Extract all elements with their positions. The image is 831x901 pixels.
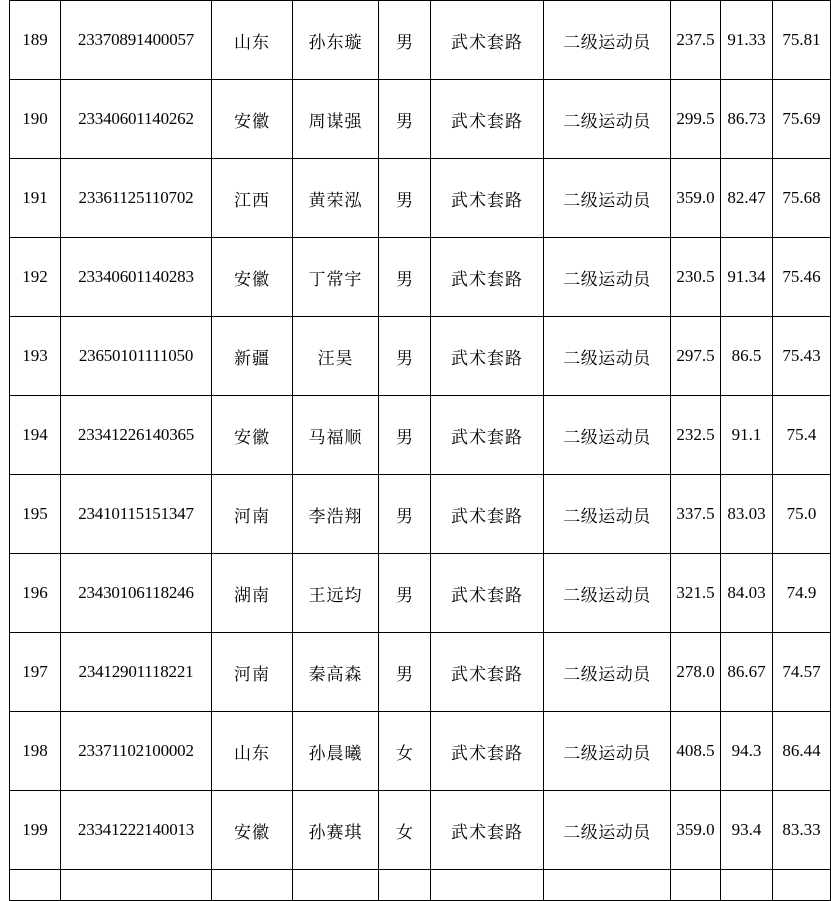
cell-score-3: 75.68 [773,159,831,238]
cell-index: 197 [10,633,61,712]
cell-event: 武术套路 [431,475,544,554]
cell-score-2: 91.1 [721,396,773,475]
cell-gender: 男 [379,317,431,396]
cell-province: 新疆 [212,317,293,396]
cell-score-3: 75.46 [773,238,831,317]
cell-province: 安徽 [212,80,293,159]
cell-gender: 男 [379,554,431,633]
cell-id: 23430106118246 [61,554,212,633]
cell-index: 192 [10,238,61,317]
cell-score-3: 74.9 [773,554,831,633]
cell-index: 189 [10,1,61,80]
cell-score-1: 359.0 [671,791,721,870]
athlete-score-table [9,0,831,901]
cell-score-3: 74.57 [773,633,831,712]
cell-event: 武术套路 [431,159,544,238]
table-row [10,159,831,238]
cell-score-3: 75.69 [773,80,831,159]
cell-score-3: 75.43 [773,317,831,396]
cell-id: 23650101111050 [61,317,212,396]
cell-gender [379,870,431,901]
cell-score-3: 75.81 [773,1,831,80]
cell-event: 武术套路 [431,238,544,317]
cell-id [61,870,212,901]
cell-gender: 男 [379,475,431,554]
cell-level: 二级运动员 [544,791,671,870]
table-row [10,712,831,791]
cell-index: 196 [10,554,61,633]
table-row [10,791,831,870]
cell-province: 安徽 [212,238,293,317]
cell-province: 安徽 [212,791,293,870]
table-row [10,80,831,159]
table-row [10,317,831,396]
table-row [10,475,831,554]
cell-score-1: 278.0 [671,633,721,712]
cell-score-2: 94.3 [721,712,773,791]
cell-name: 孙赛琪 [293,791,379,870]
cell-score-1: 230.5 [671,238,721,317]
cell-score-3: 86.44 [773,712,831,791]
cell-index: 194 [10,396,61,475]
cell-event: 武术套路 [431,791,544,870]
cell-event: 武术套路 [431,317,544,396]
cell-index: 190 [10,80,61,159]
cell-gender: 男 [379,1,431,80]
cell-score-2: 91.33 [721,1,773,80]
cell-gender: 男 [379,396,431,475]
cell-score-3: 75.0 [773,475,831,554]
cell-id: 23370891400057 [61,1,212,80]
cell-score-2: 82.47 [721,159,773,238]
table-row [10,396,831,475]
cell-gender: 男 [379,633,431,712]
cell-event [431,870,544,901]
cell-level: 二级运动员 [544,396,671,475]
cell-index [10,870,61,901]
cell-province: 河南 [212,633,293,712]
table-row [10,554,831,633]
table-row [10,633,831,712]
cell-score-1: 237.5 [671,1,721,80]
cell-index: 191 [10,159,61,238]
cell-name: 李浩翔 [293,475,379,554]
table-body [10,1,831,901]
cell-id: 23371102100002 [61,712,212,791]
cell-level [544,870,671,901]
cell-score-2 [721,870,773,901]
cell-event: 武术套路 [431,712,544,791]
cell-score-1: 321.5 [671,554,721,633]
cell-level: 二级运动员 [544,712,671,791]
cell-level: 二级运动员 [544,475,671,554]
cell-score-1: 408.5 [671,712,721,791]
cell-name: 秦高森 [293,633,379,712]
cell-score-1: 337.5 [671,475,721,554]
cell-province: 湖南 [212,554,293,633]
cell-score-1: 299.5 [671,80,721,159]
cell-id: 23410115151347 [61,475,212,554]
cell-name: 孙晨曦 [293,712,379,791]
cell-score-2: 86.5 [721,317,773,396]
cell-score-2: 84.03 [721,554,773,633]
cell-province [212,870,293,901]
cell-event: 武术套路 [431,633,544,712]
table-row [10,238,831,317]
cell-score-2: 86.67 [721,633,773,712]
cell-index: 199 [10,791,61,870]
table-row [10,870,831,901]
cell-gender: 女 [379,712,431,791]
cell-score-1 [671,870,721,901]
cell-id: 23340601140262 [61,80,212,159]
cell-score-2: 91.34 [721,238,773,317]
cell-name: 王远均 [293,554,379,633]
cell-score-3: 83.33 [773,791,831,870]
cell-province: 山东 [212,1,293,80]
cell-score-3 [773,870,831,901]
cell-level: 二级运动员 [544,633,671,712]
cell-level: 二级运动员 [544,159,671,238]
cell-province: 安徽 [212,396,293,475]
cell-name: 周谋强 [293,80,379,159]
cell-level: 二级运动员 [544,1,671,80]
cell-name: 黄荣泓 [293,159,379,238]
cell-level: 二级运动员 [544,238,671,317]
cell-event: 武术套路 [431,1,544,80]
cell-index: 195 [10,475,61,554]
cell-province: 江西 [212,159,293,238]
cell-name: 丁常宇 [293,238,379,317]
cell-name [293,870,379,901]
cell-index: 193 [10,317,61,396]
cell-name: 孙东璇 [293,1,379,80]
cell-score-1: 232.5 [671,396,721,475]
cell-gender: 女 [379,791,431,870]
cell-province: 山东 [212,712,293,791]
cell-index: 198 [10,712,61,791]
cell-score-2: 83.03 [721,475,773,554]
cell-score-1: 297.5 [671,317,721,396]
cell-level: 二级运动员 [544,317,671,396]
cell-id: 23340601140283 [61,238,212,317]
cell-id: 23341222140013 [61,791,212,870]
cell-event: 武术套路 [431,80,544,159]
cell-gender: 男 [379,80,431,159]
cell-name: 马福顺 [293,396,379,475]
cell-id: 23341226140365 [61,396,212,475]
cell-score-2: 93.4 [721,791,773,870]
cell-id: 23412901118221 [61,633,212,712]
cell-event: 武术套路 [431,554,544,633]
cell-province: 河南 [212,475,293,554]
cell-score-1: 359.0 [671,159,721,238]
cell-level: 二级运动员 [544,80,671,159]
cell-id: 23361125110702 [61,159,212,238]
cell-event: 武术套路 [431,396,544,475]
cell-level: 二级运动员 [544,554,671,633]
cell-score-3: 75.4 [773,396,831,475]
cell-score-2: 86.73 [721,80,773,159]
table-row [10,1,831,80]
cell-name: 汪昊 [293,317,379,396]
cell-gender: 男 [379,159,431,238]
cell-gender: 男 [379,238,431,317]
